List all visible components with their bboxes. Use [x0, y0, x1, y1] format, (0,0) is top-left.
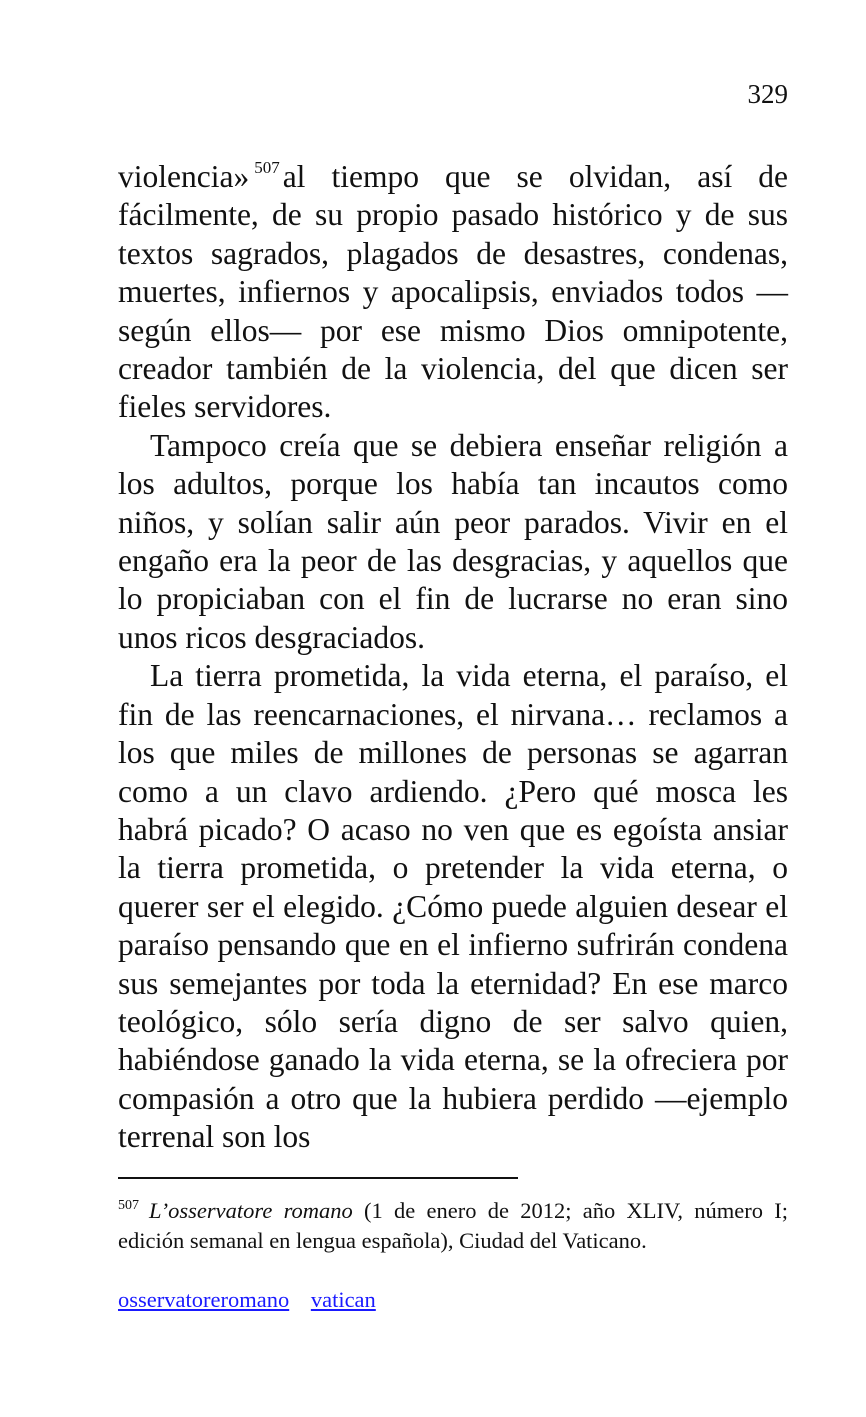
link-osservatoreromano[interactable]: osservatoreromano	[118, 1287, 290, 1312]
footnote-links	[118, 1285, 392, 1314]
link-vatican[interactable]: vatican	[310, 1287, 376, 1312]
footnote-text: (1 de enero de 2012; año XLIV, número I; edición semanal en lengua española), Ciudad del Vaticano.	[118, 1198, 788, 1253]
paragraph-3: La tierra prometida, la vida eterna, el paraíso, el fin de las reencarnaciones, el nirvana… reclamos a los que miles de millones de personas se agarran como a un clavo ardiendo. ¿Pero qué mosca les habrá picado? O acaso no ven que es egoísta ansiar la tierra prometida, o pretender la vida eterna, o querer ser el elegido. ¿Cómo puede alguien desear el paraíso pensando que en el infierno sufrirán condena sus semejantes por toda la eternidad? En ese marco teológico, sólo sería digno de ser salvo quien, habiéndose ganado la vida eterna, se la ofreciera por compasión a otro que la hubiera perdido —ejemplo terrenal son los	[118, 658, 788, 1155]
footnote-source-title: L’osservatore romano	[149, 1198, 353, 1223]
paragraph-1-lead: violencia»	[118, 159, 250, 194]
footnote-divider	[118, 1177, 518, 1179]
paragraph-1	[118, 158, 788, 427]
paragraph-2: Tampoco creía que se debiera enseñar religión a los adultos, porque los había tan incautos como niños, y solían salir aún peor parados. Vivir en el engaño era la peor de las desgracias, y aquellos que lo propiciaban con el fin de lucrarse no eran sino unos ricos desgraciados.	[118, 427, 788, 655]
footnote-number: 507	[118, 1198, 139, 1213]
footnote-reference: 507	[254, 158, 280, 177]
body-text	[118, 158, 788, 1157]
footnote	[118, 1196, 788, 1255]
paragraph-1-text: al tiempo que se olvidan, así de fácilmente, de su propio pasado histórico y de sus textos sagrados, plagados de desastres, condenas, muertes, infiernos y apocalipsis, enviados todos —según ellos— por ese mismo Dios omnipotente, creador también de la violencia, del que dicen ser fieles servidores.	[118, 159, 788, 425]
page-number: 329	[747, 79, 788, 109]
